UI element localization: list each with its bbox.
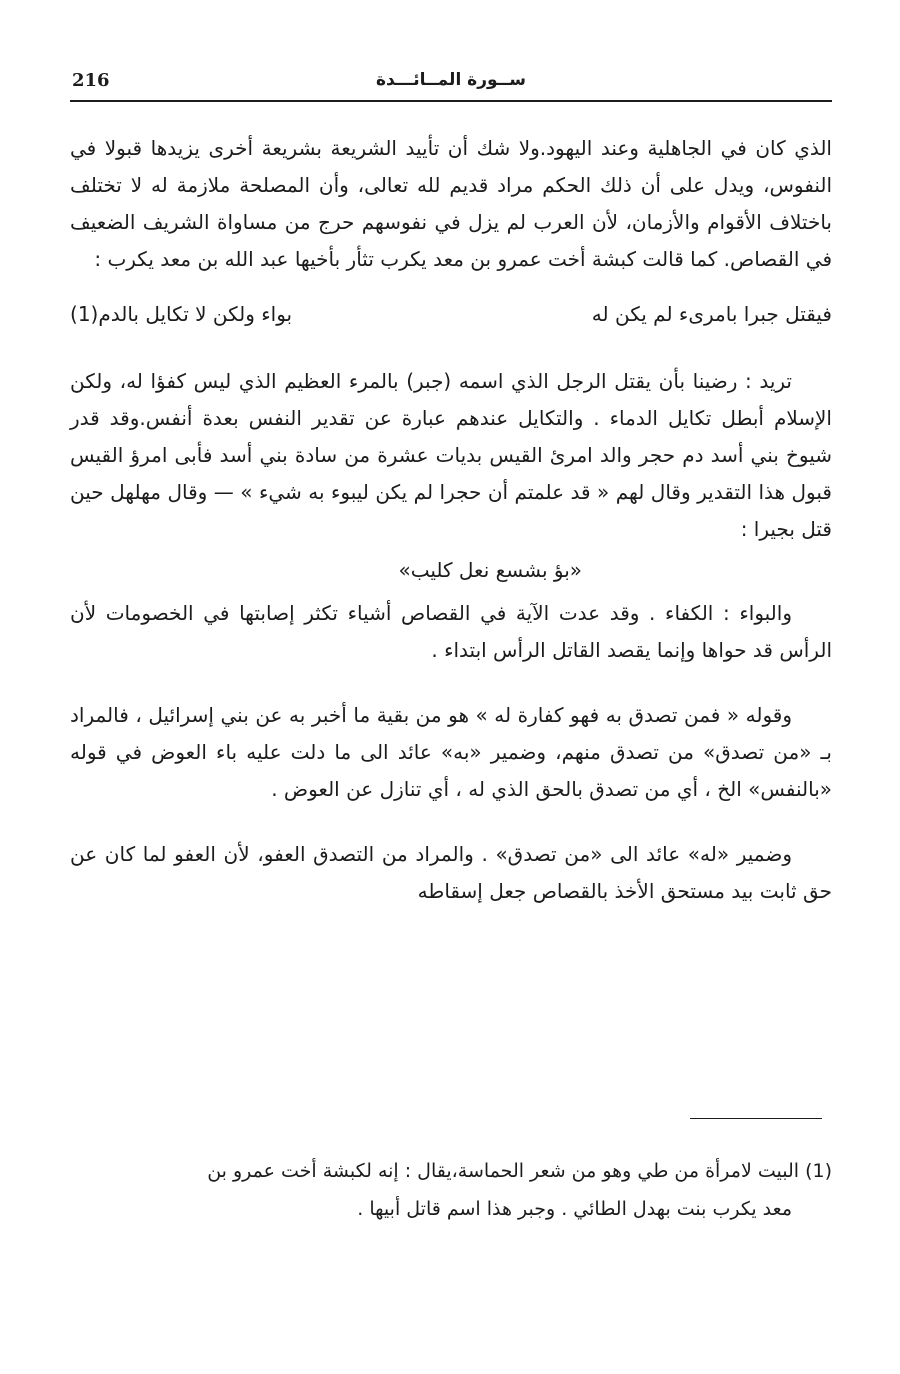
verse-second-hemistich: بواء ولكن لا تكايل بالدم(1): [70, 302, 293, 326]
spacer: [70, 808, 832, 836]
paragraph-5: وضمير «له» عائد الى «من تصدق» . والمراد من التصدق العفو، لأن العفو لما كان عن حق ثابت بيد مستحق الأخذ بالقصاص جعل إسقاطه: [70, 842, 832, 903]
header-divider: [70, 100, 832, 102]
page-number: 216: [72, 70, 110, 91]
poetry-verse: [70, 296, 832, 333]
footnote-line-1: (1) البيت لامرأة من طي وهو من شعر الحماسة،يقال : إنه لكبشة أخت عمرو بن: [207, 1160, 832, 1182]
spacer: [70, 669, 832, 697]
footnote: [70, 1152, 832, 1228]
paragraph-1: الذي كان في الجاهلية وعند اليهود.ولا شك أن تأييد الشريعة بشريعة أخرى يزيدها قبولا في النفوس، ويدل على أن ذلك الحكم مراد قديم لله تعالى، وأن المصلحة ملازمة له لا تختلف باختلاف الأقوام والأزمان، لأن العرب لم يزل في نفوسهم حرج من مساواة الشريف الضعيف في القصاص. كما قالت كبشة أخت عمرو بن معد يكرب تثأر بأخيها عبد الله بن معد يكرب :: [70, 136, 832, 271]
verse-first-hemistich: فيقتل جبرا بامرىء لم يكن له: [591, 302, 832, 326]
paragraph-4: وقوله « فمن تصدق به فهو كفارة له » هو من بقية ما أخبر به عن بني إسرائيل ، فالمراد بـ «من تصدق» من تصدق منهم، وضمير «به» عائد الى ما دلت عليه باء العوض في قوله «بالنفس» الخ ، أي من تصدق بالحق الذي له ، أي تنازل عن العوض .: [70, 703, 832, 801]
paragraph-2: تريد : رضينا بأن يقتل الرجل الذي اسمه (جبر) بالمرء العظيم الذي ليس كفؤا له، ولكن الإسلام أبطل تكايل الدماء . والتكايل عندهم عبارة عن تقدير النفس بعدة أنفس.وقد قدر شيوخ بني أسد دم حجر والد امرئ القيس بديات عشرة من سادة بني أسد فأبى امرؤ القيس قبول هذا التقدير وقال لهم « قد علمتم أن حجرا لم يكن ليبوء به شيء » — وقال مهلهل حين قتل بجيرا :: [70, 369, 832, 541]
page-header: [70, 62, 832, 102]
surah-title: ســورة المــائـــدة: [375, 70, 527, 90]
quoted-line: «بؤ بشسع نعل كليب»: [398, 558, 582, 582]
footnote-divider: [690, 1118, 822, 1119]
footnote-line-2: معد يكرب بنت بهدل الطائي . وجبر هذا اسم قاتل أبيها .: [357, 1198, 792, 1220]
main-text: [70, 130, 832, 910]
paragraph-3: والبواء : الكفاء . وقد عدت الآية في القصاص أشياء تكثر إصابتها في الخصومات لأن الرأس قد حواها وإنما يقصد القاتل الرأس ابتداء .: [70, 601, 832, 662]
